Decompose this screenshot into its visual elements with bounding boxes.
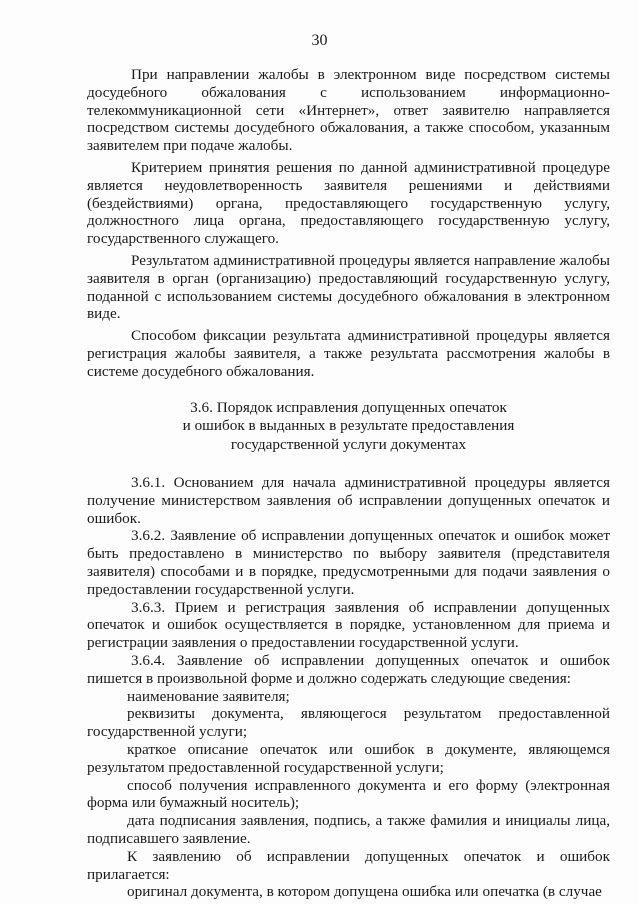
attachments-intro: К заявлению об исправлении допущенных опечаток и ошибок прилагается: [87, 847, 610, 883]
clause-3-6-1: 3.6.1. Основанием для начала административной процедуры является получение министерством заявления об исправлении допущенных опечаток и ошибок. [87, 474, 610, 527]
section-heading-line-2: и ошибок в выданных в результате предоставления [182, 417, 515, 435]
required-item: реквизиты документа, являющегося результатом предоставленной государственной услуги; [87, 705, 610, 741]
required-item: дата подписания заявления, подпись, а также фамилия и инициалы лица, подписавшего заявление. [87, 812, 610, 847]
required-item: способ получения исправленного документа и его форму (электронная форма или бумажный носитель); [87, 776, 610, 812]
paragraph-procedure-result: Результатом административной процедуры является направление жалобы заявителя в орган (организацию) предоставляющий государственную услугу, поданной с использованием системы досудебного обжалования в электронном виде. [87, 251, 610, 323]
paragraph-electronic-complaint: При направлении жалобы в электронном виде посредством системы досудебного обжалования с использованием информационно-телекоммуникационной сети «Интернет», ответ заявителю направляется посредством системы досудебного обжалования, а также способом, указанным заявителем при подаче жалобы. [87, 66, 610, 155]
required-item: краткое описание опечаток или ошибок в документе, являющемся результатом предоставленной государственной услуги; [87, 741, 610, 776]
paragraph-decision-criterion: Критерием принятия решения по данной административной процедуре является неудовлетворенность заявителя решениями и действиями (бездействиями) органа, предоставляющего государственную услугу, должностного лица органа, предоставляющего государственную услугу, государственного служащего. [87, 158, 610, 248]
clause-3-6-3: 3.6.3. Прием и регистрация заявления об исправлении допущенных опечаток и ошибок осуществляется в порядке, установленном для приема и регистрации заявления о предоставлении государственной услуги. [87, 598, 610, 652]
document-body [87, 66, 610, 901]
required-item: наименование заявителя; [127, 687, 290, 705]
section-heading-3-6 [87, 399, 610, 455]
page-number: 30 [311, 32, 328, 49]
attachment-item: оригинал документа, в котором допущена ошибка или опечатка (в случае [127, 883, 602, 901]
clause-3-6-2: 3.6.2. Заявление об исправлении допущенных опечаток и ошибок может быть предоставлено в министерство по выбору заявителя (представителя заявителя) способами и в порядке, предусмотренными для подачи заявления о предоставлении государственной услуги. [87, 527, 610, 598]
clause-3-6-4: 3.6.4. Заявление об исправлении допущенных опечаток и ошибок пишется в произвольной форме и должно содержать следующие сведения: [87, 652, 610, 687]
section-heading-line-1: 3.6. Порядок исправления допущенных опечаток [190, 398, 507, 416]
paragraph-result-fixation: Способом фиксации результата административной процедуры является регистрация жалобы заявителя, а также результата рассмотрения жалобы в системе досудебного обжалования. [87, 327, 610, 380]
section-heading-line-3: государственной услуги документах [230, 435, 467, 453]
